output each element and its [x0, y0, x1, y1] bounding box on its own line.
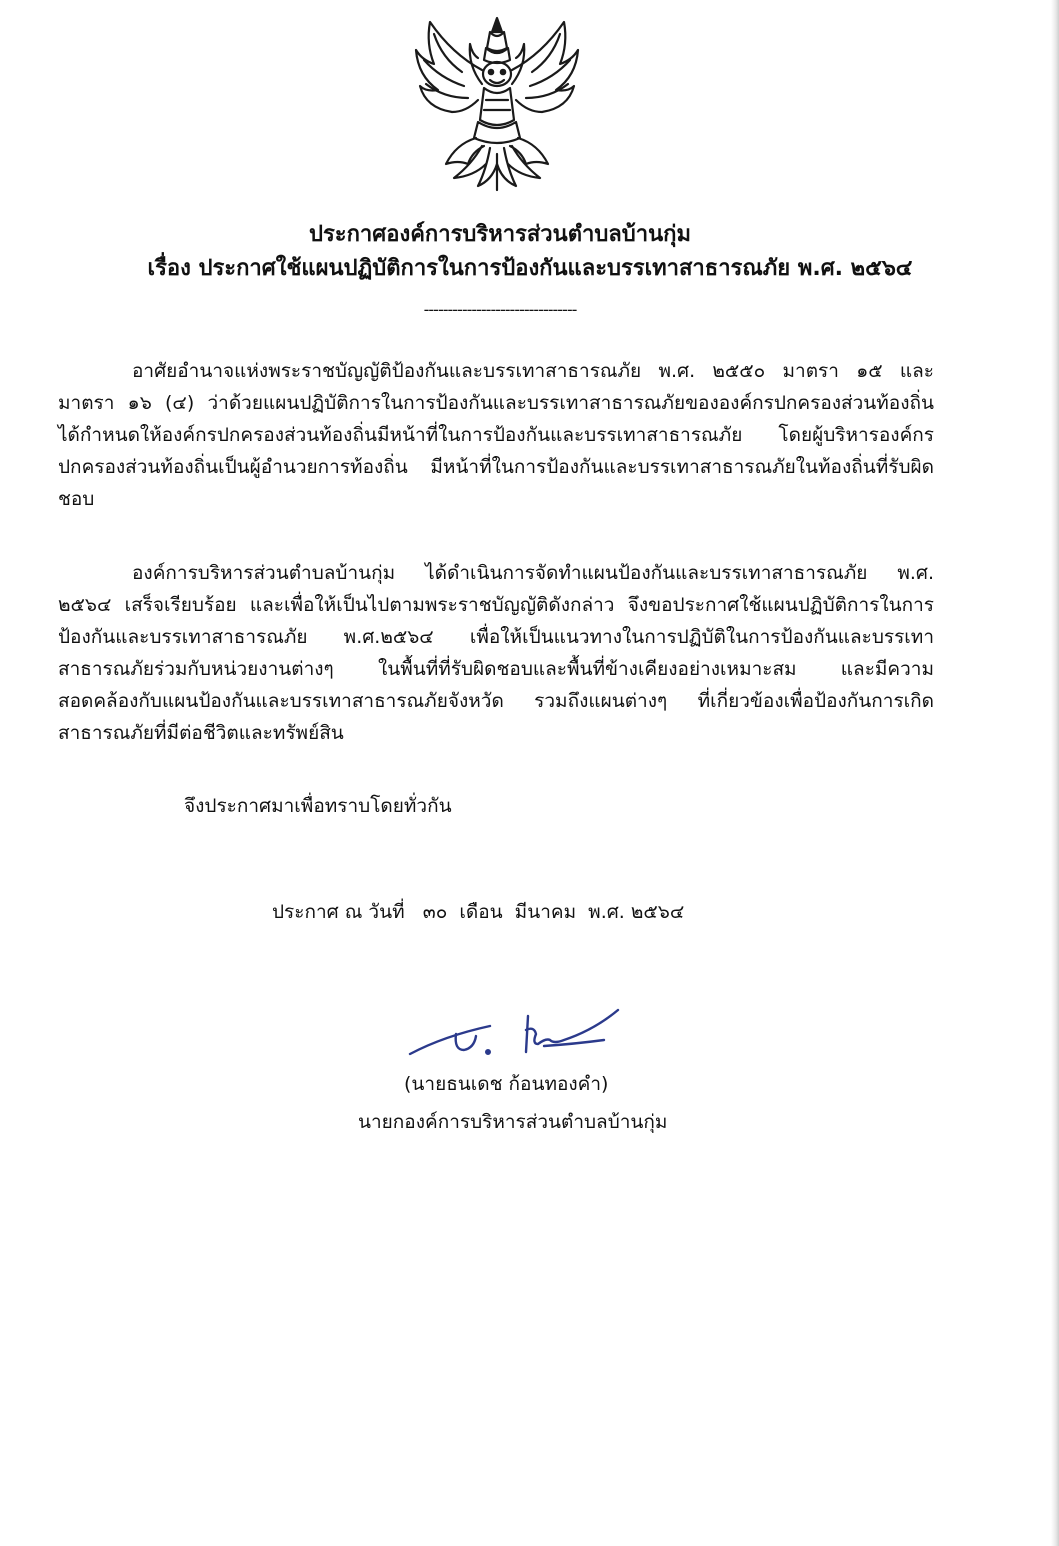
document-subject: เรื่อง ประกาศใช้แผนปฏิบัติการในการป้องกันและบรรเทาสาธารณภัย พ.ศ. ๒๕๖๔ [147, 256, 913, 281]
signer-title: นายกองค์การบริหารส่วนตำบลบ้านกุ่ม [358, 1111, 668, 1133]
page-edge-shadow [1051, 0, 1059, 1546]
signer-name: (นายธนเดช ก้อนทองคำ) [404, 1073, 609, 1095]
garuda-emblem-icon [412, 14, 582, 194]
body-paragraph-1: อาศัยอำนาจแห่งพระราชบัญญัติป้องกันและบรรเทาสาธารณภัย พ.ศ. ๒๕๕๐ มาตรา ๑๕ และมาตรา ๑๖ (๔) ว่าด้วยแผนปฏิบัติการในการป้องกันและบรรเทาสาธารณภัยขององค์กรปกครองส่วนท้องถิ่น ได้กำหนดให้องค์กรปกครองส่วนท้องถิ่นมีหน้าที่ในการป้องกันและบรรเทาสาธารณภัย โดยผู้บริหารองค์กรปกครองส่วนท้องถิ่นเป็นผู้อำนวยการท้องถิ่น มีหน้าที่ในการป้องกันและบรรเทาสาธารณภัยในท้องถิ่นที่รับผิดชอบ [58, 360, 934, 510]
handwritten-signature-icon [404, 1000, 624, 1070]
closing-statement: จึงประกาศมาเพื่อทราบโดยทั่วกัน [184, 795, 452, 817]
announcement-date: ประกาศ ณ วันที่ ๓๐ เดือน มีนาคม พ.ศ. ๒๕๖๔ [272, 901, 685, 923]
body-paragraph-2: องค์การบริหารส่วนตำบลบ้านกุ่ม ได้ดำเนินการจัดทำแผนป้องกันและบรรเทาสาธารณภัย พ.ศ. ๒๕๖๔ เสร็จเรียบร้อย และเพื่อให้เป็นไปตามพระราชบัญญัติดังกล่าว จึงขอประกาศใช้แผนปฏิบัติการในการป้องกันและบรรเทาสาธารณภัย พ.ศ.๒๕๖๔ เพื่อให้เป็นแนวทางในการปฏิบัติในการป้องกันและบรรเทาสาธารณภัยร่วมกับหน่วยงานต่างๆ ในพื้นที่ที่รับผิดชอบและพื้นที่ข้างเคียงอย่างเหมาะสม และมีความสอดคล้องกับแผนป้องกันและบรรเทาสาธารณภัยจังหวัด รวมถึงแผนต่างๆ ที่เกี่ยวข้องเพื่อป้องกันการเกิดสาธารณภัยที่มีต่อชีวิตและทรัพย์สิน [58, 562, 934, 744]
document-title: ประกาศองค์การบริหารส่วนตำบลบ้านกุ่ม [309, 222, 691, 247]
title-separator: -------------------------------- [423, 300, 577, 319]
